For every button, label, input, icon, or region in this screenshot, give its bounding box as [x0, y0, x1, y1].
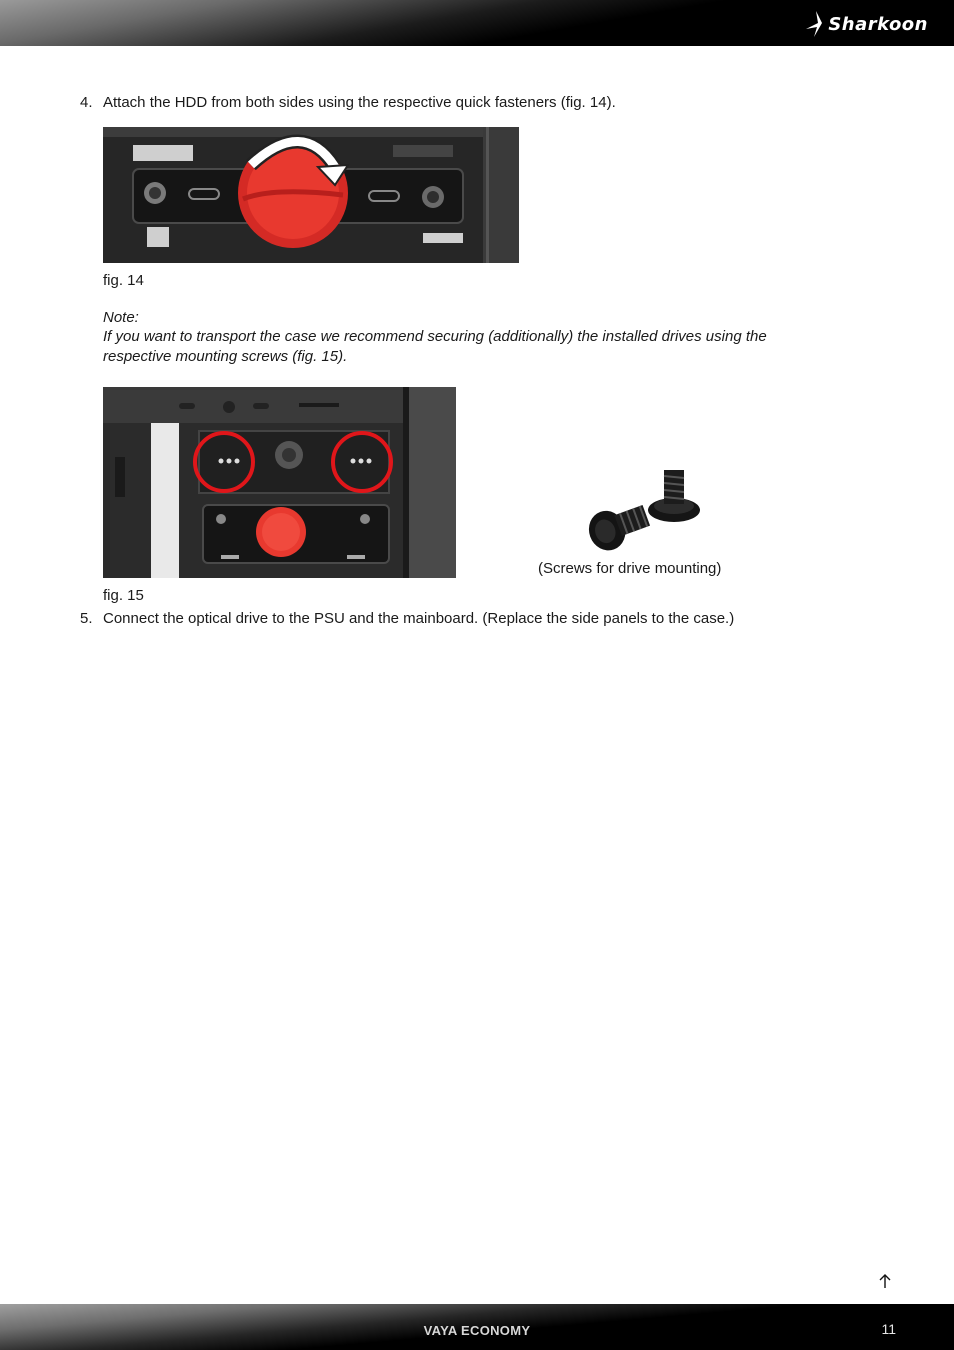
- footer-title: VAYA ECONOMY: [423, 1323, 531, 1338]
- step4-number: 4.: [80, 94, 93, 111]
- step5-text: Connect the optical drive to the PSU and the mainboard. (Replace the side panels to the case.): [103, 610, 735, 627]
- note-line-2: respective mounting screws (fig. 15).: [103, 348, 348, 365]
- figure-14-photo: [103, 127, 519, 263]
- brand-name: Sharkoon: [828, 13, 928, 35]
- step5-number: 5.: [80, 610, 93, 627]
- step4-text: Attach the HDD from both sides using the respective quick fasteners (fig. 14).: [103, 94, 616, 111]
- back-to-top-arrow-icon[interactable]: [878, 1273, 892, 1289]
- mounting-screws-photo: [584, 466, 700, 554]
- brand-logo: [804, 6, 928, 42]
- figure-15-photo: [103, 387, 456, 578]
- page-number: 11: [881, 1321, 896, 1337]
- screws-caption: (Screws for drive mounting): [538, 560, 722, 577]
- figure-14-caption: fig. 14: [103, 272, 144, 289]
- figure-15-caption: fig. 15: [103, 587, 144, 604]
- footer-bar: [0, 1304, 954, 1350]
- note-label: Note:: [103, 309, 139, 326]
- note-line-1: If you want to transport the case we recommend securing (additionally) the installed drives using the: [103, 328, 767, 345]
- shark-fin-icon: [804, 9, 826, 39]
- header-bar: [0, 0, 954, 46]
